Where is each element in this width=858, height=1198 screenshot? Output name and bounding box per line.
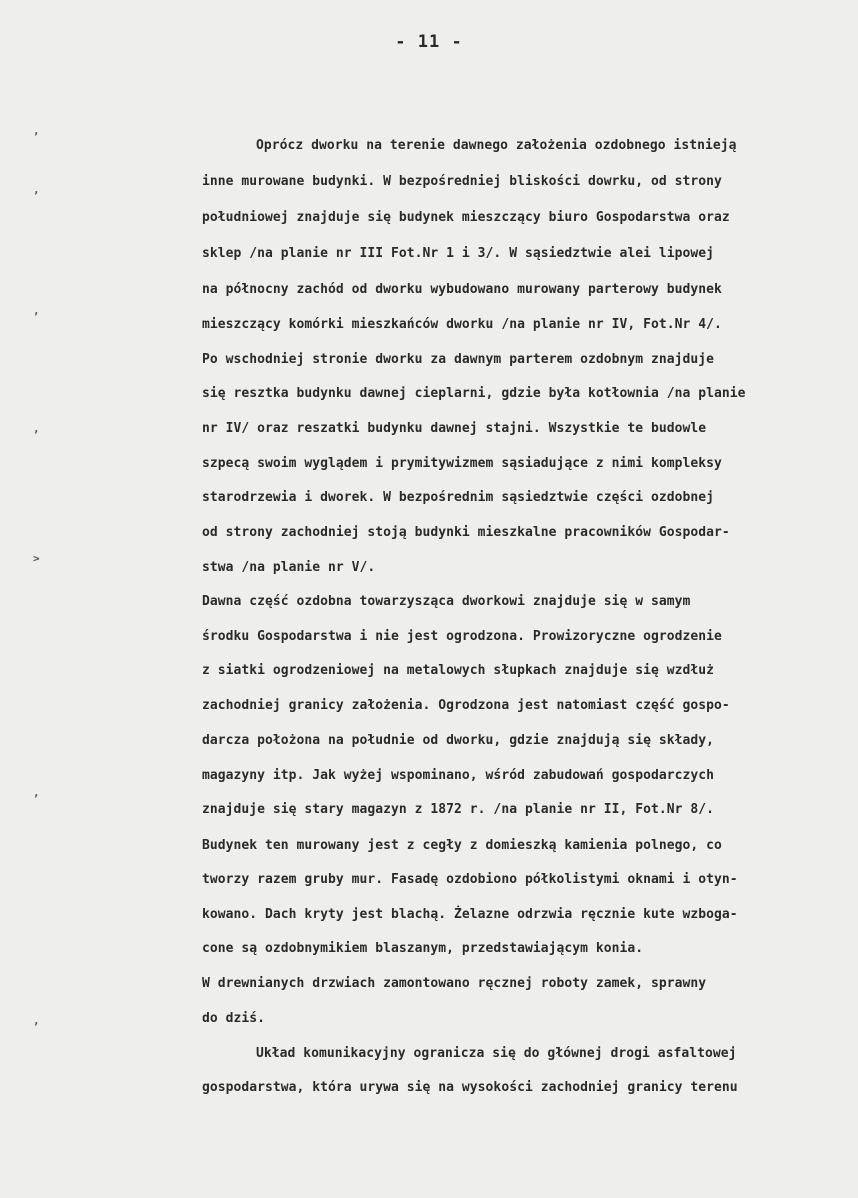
text-line: inne murowane budynki. W bezpośredniej bliskości dowrku, od strony [202,174,722,189]
text-line: się resztka budynku dawnej cieplarni, gdzie była kotłownia /na planie [202,386,746,401]
text-line: mieszczący komórki mieszkańców dworku /na planie nr IV, Fot.Nr 4/. [202,317,722,332]
text-line: kowano. Dach kryty jest blachą. Żelazne odrzwia ręcznie kute wzboga- [202,907,738,922]
text-line: magazyny itp. Jak wyżej wspominano, wśród zabudowań gospodarczych [202,768,714,783]
text-line: tworzy razem gruby mur. Fasadę ozdobiono półkolistymi oknami i otyn- [202,872,738,887]
text-line: Układ komunikacyjny ogranicza się do głównej drogi asfaltowej [256,1046,737,1061]
text-line: południowej znajduje się budynek mieszczący biuro Gospodarstwa oraz [202,210,730,225]
page-number: - 11 - [395,32,463,52]
text-line: sklep /na planie nr III Fot.Nr 1 i 3/. W sąsiedztwie alei lipowej [202,246,714,261]
text-line: starodrzewia i dworek. W bezpośrednim sąsiedztwie części ozdobnej [202,490,714,505]
text-line: Budynek ten murowany jest z cegły z domieszką kamienia polnego, co [202,838,722,853]
text-line: Oprócz dworku na terenie dawnego założenia ozdobnego istnieją [256,138,737,153]
text-line: środku Gospodarstwa i nie jest ogrodzona. Prowizoryczne ogrodzenie [202,629,722,644]
text-line: darcza położona na południe od dworku, gdzie znajdują się składy, [202,733,714,748]
text-line: od strony zachodniej stoją budynki mieszkalne pracowników Gospodar- [202,525,730,540]
margin-mark: , [33,183,40,196]
text-line: Po wschodniej stronie dworku za dawnym parterem ozdobnym znajduje [202,352,714,367]
text-line: Dawna część ozdobna towarzysząca dworkowi znajduje się w samym [202,594,691,609]
text-line: zachodniej granicy założenia. Ogrodzona jest natomiast część gospo- [202,698,730,713]
text-line: gospodarstwa, która urywa się na wysokości zachodniej granicy terenu [202,1080,738,1095]
text-line: do dziś. [202,1011,266,1026]
text-line: W drewnianych drzwiach zamontowano ręcznej roboty zamek, sprawny [202,976,707,991]
margin-mark: > [33,552,40,565]
text-line: nr IV/ oraz reszatki budynku dawnej stajni. Wszystkie te budowle [202,421,707,436]
text-line: znajduje się stary magazyn z 1872 r. /na planie nr II, Fot.Nr 8/. [202,802,714,817]
margin-mark: , [33,1014,40,1027]
text-line: stwa /na planie nr V/. [202,560,376,575]
margin-mark: , [33,786,40,799]
text-line: z siatki ogrodzeniowej na metalowych słupkach znajduje się wzdłuż [202,663,714,678]
text-line: szpecą swoim wyglądem i prymitywizmem sąsiadujące z nimi kompleksy [202,456,722,471]
text-line: na północny zachód od dworku wybudowano murowany parterowy budynek [202,282,722,297]
text-line: cone są ozdobnymikiem blaszanym, przedstawiającym konia. [202,941,644,956]
margin-mark: , [33,422,40,435]
margin-mark: , [33,124,40,137]
margin-mark: , [33,304,40,317]
